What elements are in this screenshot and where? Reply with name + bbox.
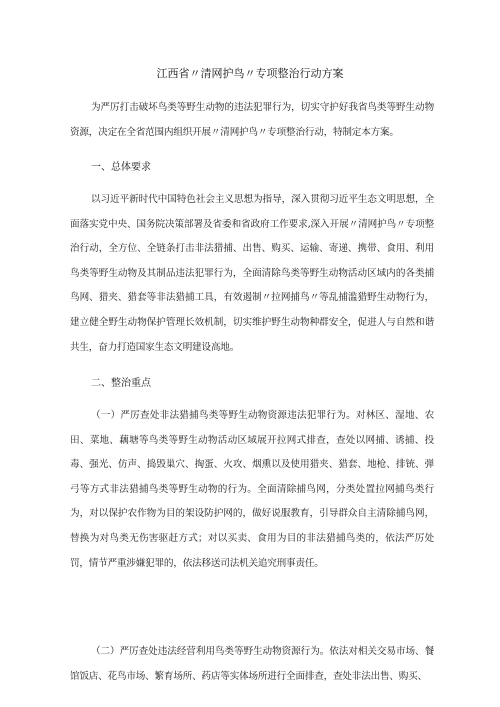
document-title: 江西省〃清网护鸟〃专项整治行动方案 [156,67,344,80]
section1-paragraph: 以习近平新时代中国特色社会主义思想为指导，深入贯彻习近平生态文明思想，全面落实党中央、国务院决策部署及省委和省政府工作要求,深入开展〃清网护鸟〃专项整治行动，全方位、全链条打击非法猎捕、出售、购买、运输、寄递、携带、食用、利用鸟类等野生动物及其制品违法犯罪行为，全面清除鸟类等野生动物活动区域内的各类捕鸟网、猎夹、猎套等非法猎捕工具，有效遏制〃拉网捕鸟〃等乱捕滥猎野生动物行为，建立健全野生动物保护管理长效机制，切实维护野生动物种群安全，促进人与自然和谐共生，奋力打造国家生态文明建设高地。 [70,194,434,353]
section2-item-2: （二）严厉查处违法经营利用鸟类等野生动物资源行为。依法对相关交易市场、餐馆饭店、花鸟市场、繁育场所、药店等实体场所进行全面排查，查处非法出售、购买、 [70,646,434,682]
section-heading-2: 二、整治重点 [91,378,151,389]
section2-item-1: （一）严厉查处非法猎捕鸟类等野生动物资源违法犯罪行为。对林区、湿地、农田、菜地、藕塘等鸟类等野生动物活动区域展开拉网式排查，查处以网捕、诱捕、投毒、强光、仿声、捣毁巢穴、掏蛋、火攻、烟熏以及使用猎夹、猎套、地枪、排铳、弹弓等方式非法猎捕鸟类等野生动物的行为。全面清除捕鸟网，分类处置拉网捕鸟类行为，对以保护农作物为目的架设防护网的，做好说服教育，引导群众自主清除捕鸟网，替换为对鸟类无伤害驱赶方式；对以买卖、食用为目的非法猎捕鸟类的，依法严厉处罚，情节严重涉嫌犯罪的，依法移送司法机关追究刑事责任。 [70,410,434,569]
section-heading-1: 一、总体要求 [91,162,151,173]
intro-paragraph: 为严厉打击破坏鸟类等野生动物的违法犯罪行为，切实守护好我省鸟类等野生动物资源，决定在全省范围内组织开展〃清网护鸟〃专项整治行动，特制定本方案。 [70,102,434,138]
